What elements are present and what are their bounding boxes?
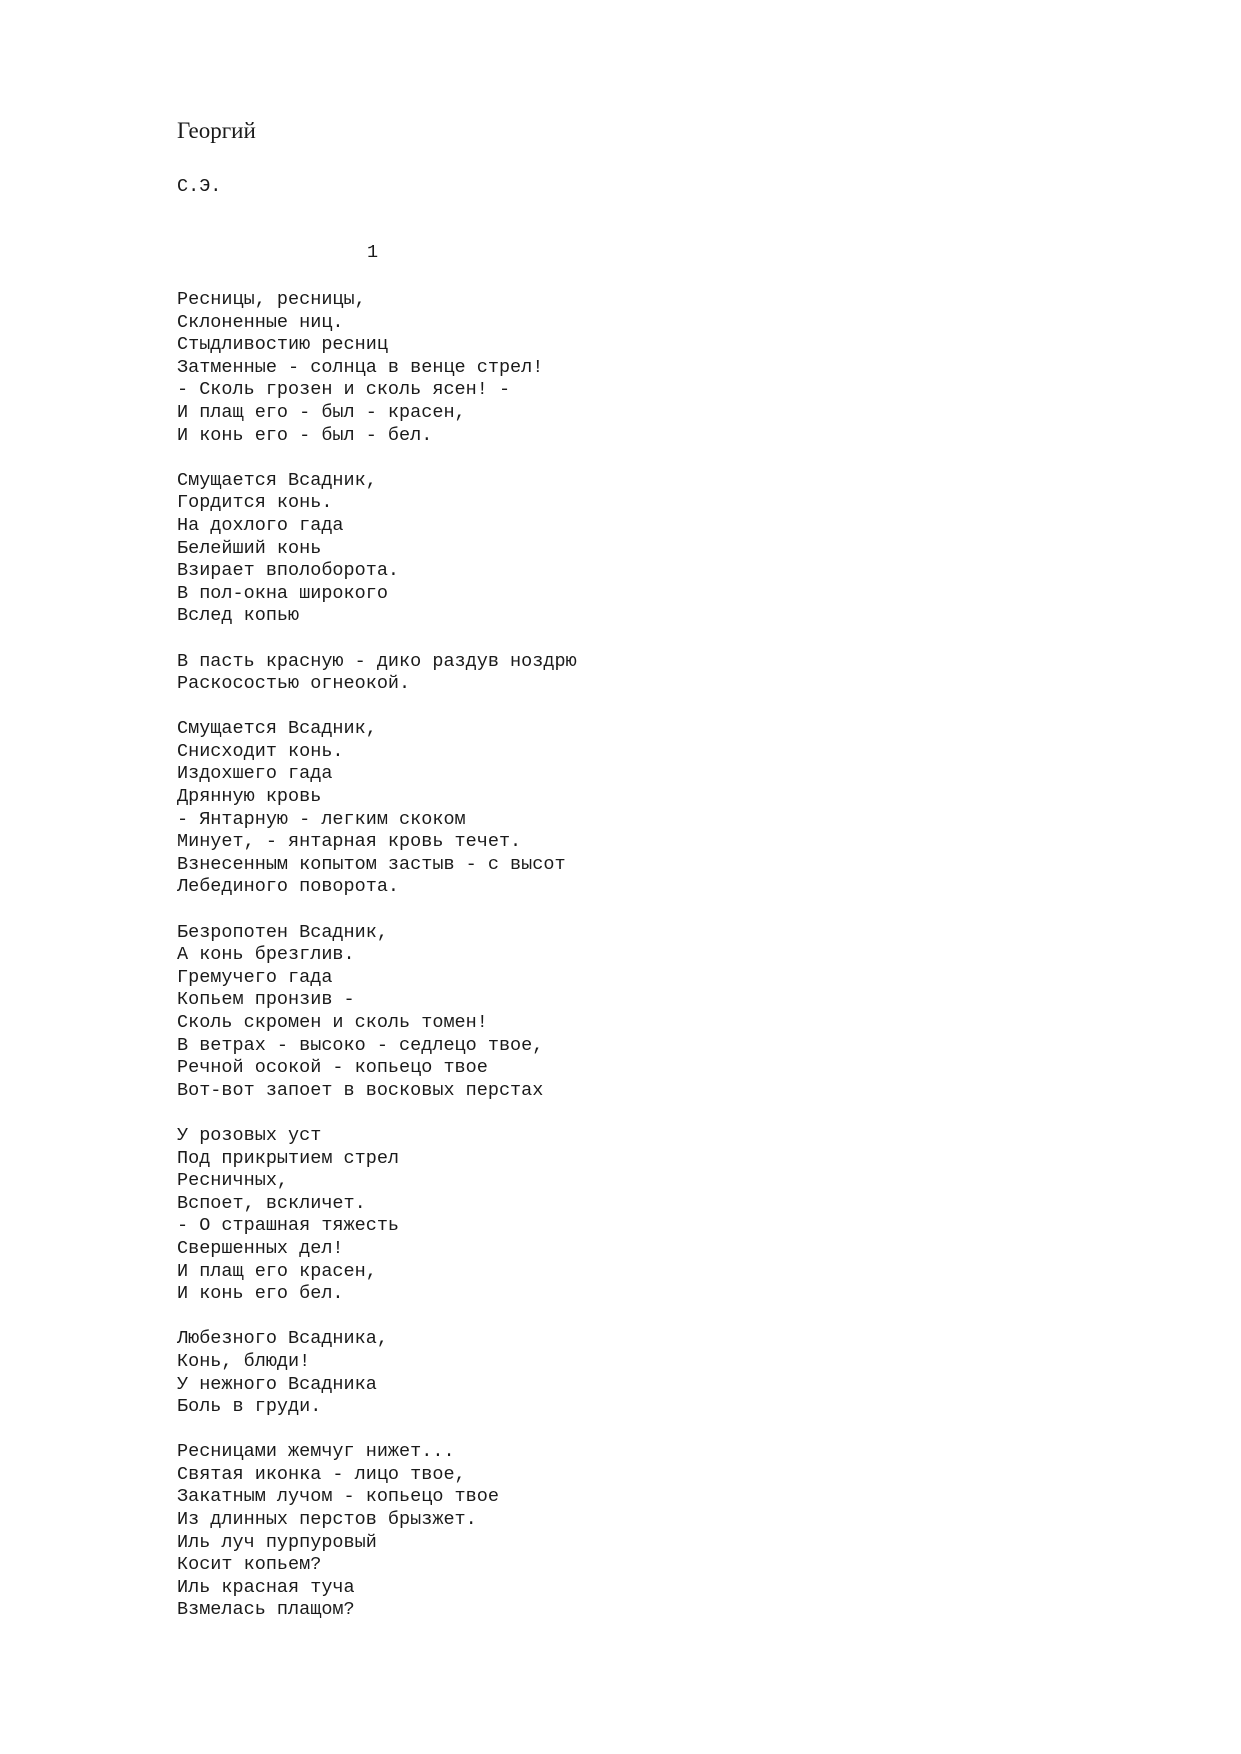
stanza-gap — [177, 1419, 577, 1442]
poem-line: Дрянную кровь — [177, 786, 322, 808]
poem-line: Копьем пронзив - — [177, 989, 355, 1011]
poem-line: Склоненные ниц. — [177, 311, 344, 333]
stanza-gap — [177, 447, 577, 470]
stanza-gap — [177, 1102, 577, 1125]
poem-line: А конь брезглив. — [177, 944, 355, 966]
poem-line: Вспоет, вскличет. — [177, 1192, 366, 1214]
poem-line: У нежного Всадника — [177, 1373, 377, 1395]
poem-line: И конь его бел. — [177, 1283, 344, 1305]
poem-line: И плащ его красен, — [177, 1260, 377, 1282]
poem-line: Смущается Всадник, — [177, 718, 377, 740]
poem-line: Гремучего гада — [177, 966, 333, 988]
poem-line: Ресничных, — [177, 1170, 289, 1192]
poem-line: Свершенных дел! — [177, 1237, 344, 1259]
poem-line: Взмелась плащом? — [177, 1599, 355, 1621]
poem-line: Косит копьем? — [177, 1554, 322, 1576]
poem-line: Снисходит конь. — [177, 740, 344, 762]
poem-line: Издохшего гада — [177, 763, 333, 785]
stanza — [177, 1441, 577, 1622]
poem-line: Боль в груди. — [177, 1396, 322, 1418]
poem-line: Иль красная туча — [177, 1576, 355, 1598]
poem-line: Речной осокой - копьецо твое — [177, 1057, 488, 1079]
stanza-gap — [177, 628, 577, 651]
poem-line: Смущается Всадник, — [177, 469, 377, 491]
poem-line: Иль луч пурпуровый — [177, 1531, 377, 1553]
poem-line: Закатным лучом - копьецо твое — [177, 1486, 499, 1508]
poem-line: Вслед копью — [177, 605, 300, 627]
poem-line: У розовых уст — [177, 1124, 322, 1146]
poem-title: Георгий — [177, 118, 256, 143]
poem-line: В пол-окна широкого — [177, 582, 388, 604]
poem-line: Раскосостью огнеокой. — [177, 673, 411, 695]
poem-body — [177, 289, 577, 1622]
poem-line: Конь, блюди! — [177, 1350, 311, 1372]
poem-line: И плащ его - был - красен, — [177, 401, 466, 423]
poem-line: Ресницами жемчуг нижет... — [177, 1441, 455, 1463]
stanza — [177, 1328, 577, 1418]
stanza — [177, 718, 577, 899]
poem-line: Минует, - янтарная кровь течет. — [177, 831, 522, 853]
stanza — [177, 1125, 577, 1306]
poem-line: И конь его - был - бел. — [177, 424, 433, 446]
stanza-gap — [177, 899, 577, 922]
stanza — [177, 651, 577, 696]
poem-line: На дохлого гада — [177, 514, 344, 536]
poem-line: - О страшная тяжесть — [177, 1215, 400, 1237]
poem-line: Затменные - солнца в венце стрел! — [177, 356, 544, 378]
poem-line: Стыдливостию ресниц — [177, 334, 388, 356]
poem-line: Святая иконка - лицо твое, — [177, 1463, 466, 1485]
dedication: С.Э. — [177, 176, 222, 197]
poem-line: Белейший конь — [177, 537, 322, 559]
stanza — [177, 289, 577, 447]
stanza — [177, 922, 577, 1103]
stanza-gap — [177, 696, 577, 719]
poem-line: Взнесенным копытом застыв - с высот — [177, 853, 566, 875]
stanza-gap — [177, 1306, 577, 1329]
poem-line: Взирает вполоборота. — [177, 560, 400, 582]
poem-line: Из длинных перстов брызжет. — [177, 1509, 477, 1531]
poem-line: Вот-вот запоет в восковых перстах — [177, 1079, 544, 1101]
poem-line: Ресницы, ресницы, — [177, 289, 366, 310]
poem-line: В пасть красную - дико раздув ноздрю — [177, 650, 577, 672]
section-number: 1 — [367, 242, 379, 263]
poem-line: Безропотен Всадник, — [177, 921, 388, 943]
poem-line: - Янтарную - легким скоком — [177, 808, 466, 830]
poem-line: Сколь скромен и сколь томен! — [177, 1012, 488, 1033]
poem-line: - Сколь грозен и сколь ясен! - — [177, 379, 511, 401]
poem-line: В ветрах - высоко - седлецо твое, — [177, 1034, 544, 1056]
poem-line: Под прикрытием стрел — [177, 1147, 400, 1169]
stanza — [177, 470, 577, 628]
poem-line: Гордится конь. — [177, 492, 333, 514]
poem-line: Лебединого поворота. — [177, 876, 400, 898]
poem-line: Любезного Всадника, — [177, 1328, 388, 1350]
